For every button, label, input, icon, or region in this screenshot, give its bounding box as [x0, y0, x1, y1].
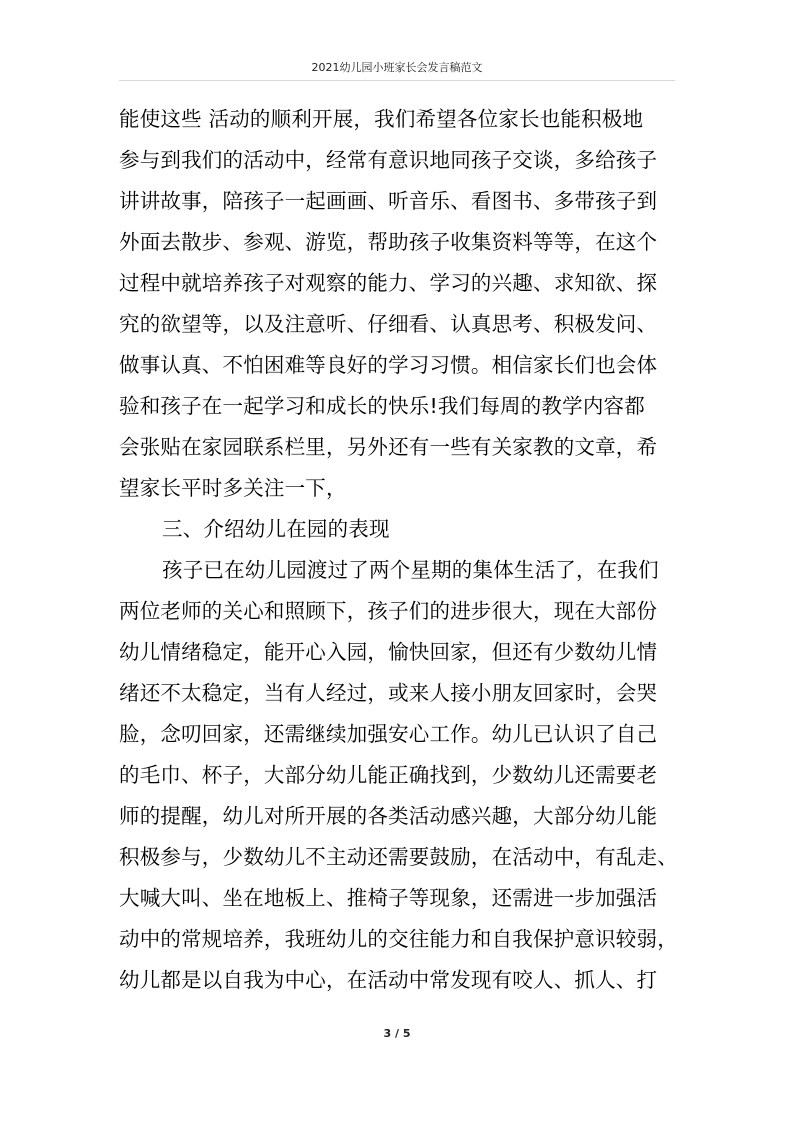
page-number: 3 / 5 [383, 1027, 411, 1040]
running-header: 2021幼儿园小班家长会发言稿范文 [311, 61, 483, 74]
text-line: 师的提醒，幼儿对所开展的各类活动感兴趣，大部分幼儿能 [119, 804, 658, 828]
text-line: 会张贴在家园联系栏里，另外还有一些有关家教的文章，希 [119, 435, 658, 459]
text-line: 参与到我们的活动中，经常有意识地同孩子交谈，多给孩子 [119, 148, 658, 172]
text-line: 积极参与，少数幼儿不主动还需要鼓励，在活动中，有乱走、 [119, 845, 678, 869]
header-divider [119, 80, 675, 81]
text-line: 幼儿情绪稳定，能开心入园，愉快回家，但还有少数幼儿情 [119, 640, 658, 664]
paragraph-first-line: 孩子已在幼儿园渡过了两个星期的集体生活了，在我们 [162, 558, 659, 582]
text-line: 的毛巾、杯子，大部分幼儿能正确找到，少数幼儿还需要老 [119, 763, 658, 787]
text-line: 外面去散步、参观、游览，帮助孩子收集资料等等，在这个 [119, 230, 658, 254]
text-line: 能使这些 活动的顺利开展，我们希望各位家长也能积极地 [119, 107, 644, 131]
text-line: 望家长平时多关注一下， [119, 476, 347, 500]
section-heading: 三、介绍幼儿在园的表现 [162, 517, 390, 541]
text-line: 绪还不太稳定，当有人经过，或来人接小朋友回家时，会哭 [119, 681, 658, 705]
text-line: 幼儿都是以自我为中心，在活动中常发现有咬人、抓人、打 [119, 968, 658, 992]
text-line: 脸，念叨回家，还需继续加强安心工作。幼儿已认识了自己 [119, 722, 658, 746]
text-line: 讲讲故事，陪孩子一起画画、听音乐、看图书、多带孩子到 [119, 189, 658, 213]
text-line: 验和孩子在一起学习和成长的快乐!我们每周的教学内容都 [119, 394, 645, 418]
text-line: 两位老师的关心和照顾下，孩子们的进步很大，现在大部份 [119, 599, 658, 623]
document-body [119, 99, 679, 1001]
text-line: 动中的常规培养，我班幼儿的交往能力和自我保护意识较弱， [119, 927, 678, 951]
text-line: 过程中就培养孩子对观察的能力、学习的兴趣、求知欲、探 [119, 271, 658, 295]
text-line: 做事认真、不怕困难等良好的学习习惯。相信家长们也会体 [119, 353, 658, 377]
text-line: 究的欲望等，以及注意听、仔细看、认真思考、积极发问、 [119, 312, 658, 336]
text-line: 大喊大叫、坐在地板上、推椅子等现象，还需进一步加强活 [119, 886, 658, 910]
